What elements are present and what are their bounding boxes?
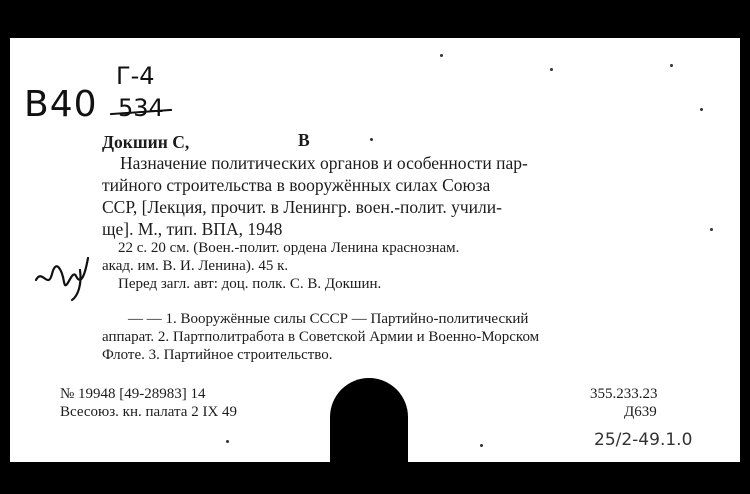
subject-line: Флоте. 3. Партийное строительство. [102,347,333,363]
speck [700,108,703,111]
author-note: Перед загл. авт: доц. полк. С. В. Докшин. [118,276,382,292]
call-number-denominator: 534 [118,94,164,122]
call-number-main: В40 [24,84,98,125]
handwritten-annotation-icon [32,250,94,302]
body-line: тийного строительства в вооружённых силах Союза [102,175,491,195]
collation: 22 с. 20 см. (Воен.-полит. ордена Ленина краснознам. [118,240,460,256]
speck [226,440,229,443]
speck [670,64,673,67]
author-heading: Докшин С, [102,132,190,152]
speck [710,228,713,231]
card-number: № 19948 [49-28983] 14 [60,386,206,402]
body-line: Назначение политических органов и особенности пар- [120,153,528,173]
speck [370,138,373,141]
heading-letter: В [298,130,310,150]
body-line: ССР, [Лекция, прочит. в Ленингр. воен.-полит. учили- [102,197,502,217]
call-number-numerator: Г-4 [116,62,155,90]
collation-cont: акад. им. В. И. Ленина). 45 к. [102,258,289,274]
subject-line: аппарат. 2. Партполитработа в Советской Армии и Военно-Морском [102,329,540,345]
cutter-number: Д639 [624,404,657,420]
classification-number: 355.233.23 [590,386,658,402]
ink-blot [330,378,408,494]
body-line: ще]. М., тип. ВПА, 1948 [102,219,283,239]
subject-line: — — 1. Вооружённые силы СССР — Партийно-политический [128,311,529,327]
handwritten-date: 25/2-49.1.0 [594,430,693,450]
speck [550,68,553,71]
speck [440,54,443,57]
book-chamber: Всесоюз. кн. палата 2 IX 49 [60,404,238,420]
speck [480,444,483,447]
